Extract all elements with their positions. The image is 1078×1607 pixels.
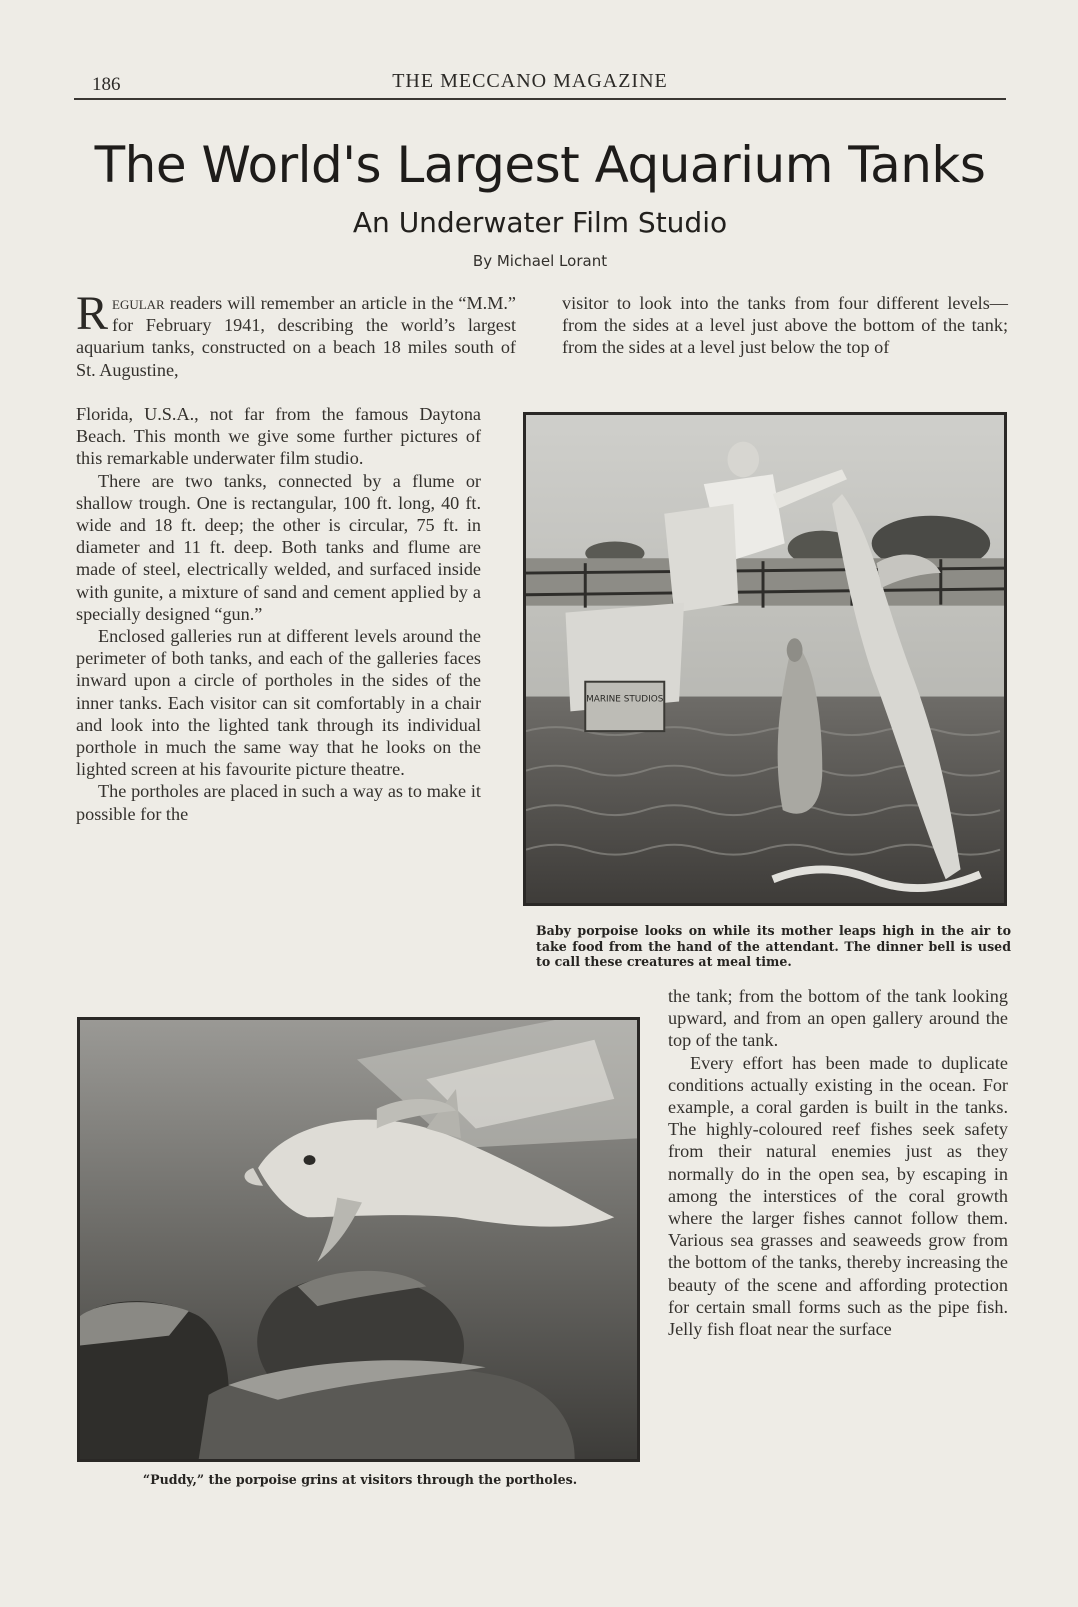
photo-porpoise-porthole <box>77 1017 640 1462</box>
left-column-narrow <box>76 403 481 825</box>
caption-bottom-photo: “Puddy,” the porpoise grins at visitors through the portholes. <box>142 1472 578 1487</box>
article-headline: The World's Largest Aquarium Tanks <box>94 136 986 194</box>
header-rule <box>74 98 1006 100</box>
right-column-bottom <box>668 985 1008 1340</box>
porpoise-porthole-illustration <box>80 1020 637 1459</box>
paragraph-intro-rest: Florida, U.S.A., not far from the famous Daytona Beach. This month we give some further pictures of this remarkable underwater film studio. <box>76 404 481 469</box>
paragraph-tanks: There are two tanks, connected by a flume or shallow trough. One is rectangular, 100 ft. long, 40 ft. wide and 18 ft. deep; the other is circular, 75 ft. in diameter and 11 ft. deep. Both tanks and flume are made of steel, electrically welded, and surfaced inside with gunite, a mixture of sand and cement applied by a specially designed “gun.” <box>76 470 481 624</box>
porpoise-leaping-illustration <box>526 415 1004 903</box>
article-byline: By Michael Lorant <box>472 252 608 270</box>
drop-cap: R <box>76 287 109 340</box>
paragraph-coral-garden: Every effort has been made to duplicate conditions actually existing in the ocean. For example, a coral garden is built in the tanks. The highly-coloured reef fishes seek safety from their natural enemies just as they normally do in the open sea, by escaping in among the interstices of the coral growth where the larger fishes cannot follow them. Various sea grasses and seaweeds grow from the bottom of the tanks, thereby increasing the beauty of the scene and affording protection for certain small forms such as the pipe fish. Jelly fish float near the surface <box>668 1052 1008 1340</box>
marine-studios-sign: MARINE STUDIOS <box>586 694 664 705</box>
intro-text: readers will remember an article in the “M.M.” for February 1941, describing the world’s largest aquarium tanks, constructed on a beach 18 miles south of St. Augustine, <box>76 293 516 380</box>
left-column <box>76 287 516 381</box>
intro-smallcaps: egular <box>112 293 165 313</box>
paragraph-tank-views: the tank; from the bottom of the tank looking upward, and from an open gallery around the top of the tank. <box>668 986 1008 1051</box>
magazine-title: THE MECCANO MAGAZINE <box>392 70 668 92</box>
page-number: 186 <box>92 74 121 95</box>
paragraph-visitor-levels: visitor to look into the tanks from four different levels—from the sides at a level just above the bottom of the tank; from the sides at a level just below the top of <box>562 293 1008 358</box>
paragraph-galleries: Enclosed galleries run at different levels around the perimeter of both tanks, and each of the galleries faces inward upon a circle of portholes in the sides of the inner tanks. Each visitor can sit comfortably in a chair and look into the lighted tank through its individual porthole in much the same way that he looks on the lighted screen at his favourite picture theatre. <box>76 626 481 780</box>
photo-porpoise-leaping <box>523 412 1007 906</box>
caption-top-photo: Baby porpoise looks on while its mother leaps high in the air to take food from the hand of the attendant. The dinner bell is used to call these creatures at meal time. <box>536 923 1011 969</box>
paragraph-intro <box>76 287 516 381</box>
right-column-top <box>562 292 1008 359</box>
article-subtitle: An Underwater Film Studio <box>352 206 728 239</box>
paragraph-portholes: The portholes are placed in such a way as to make it possible for the <box>76 781 481 824</box>
